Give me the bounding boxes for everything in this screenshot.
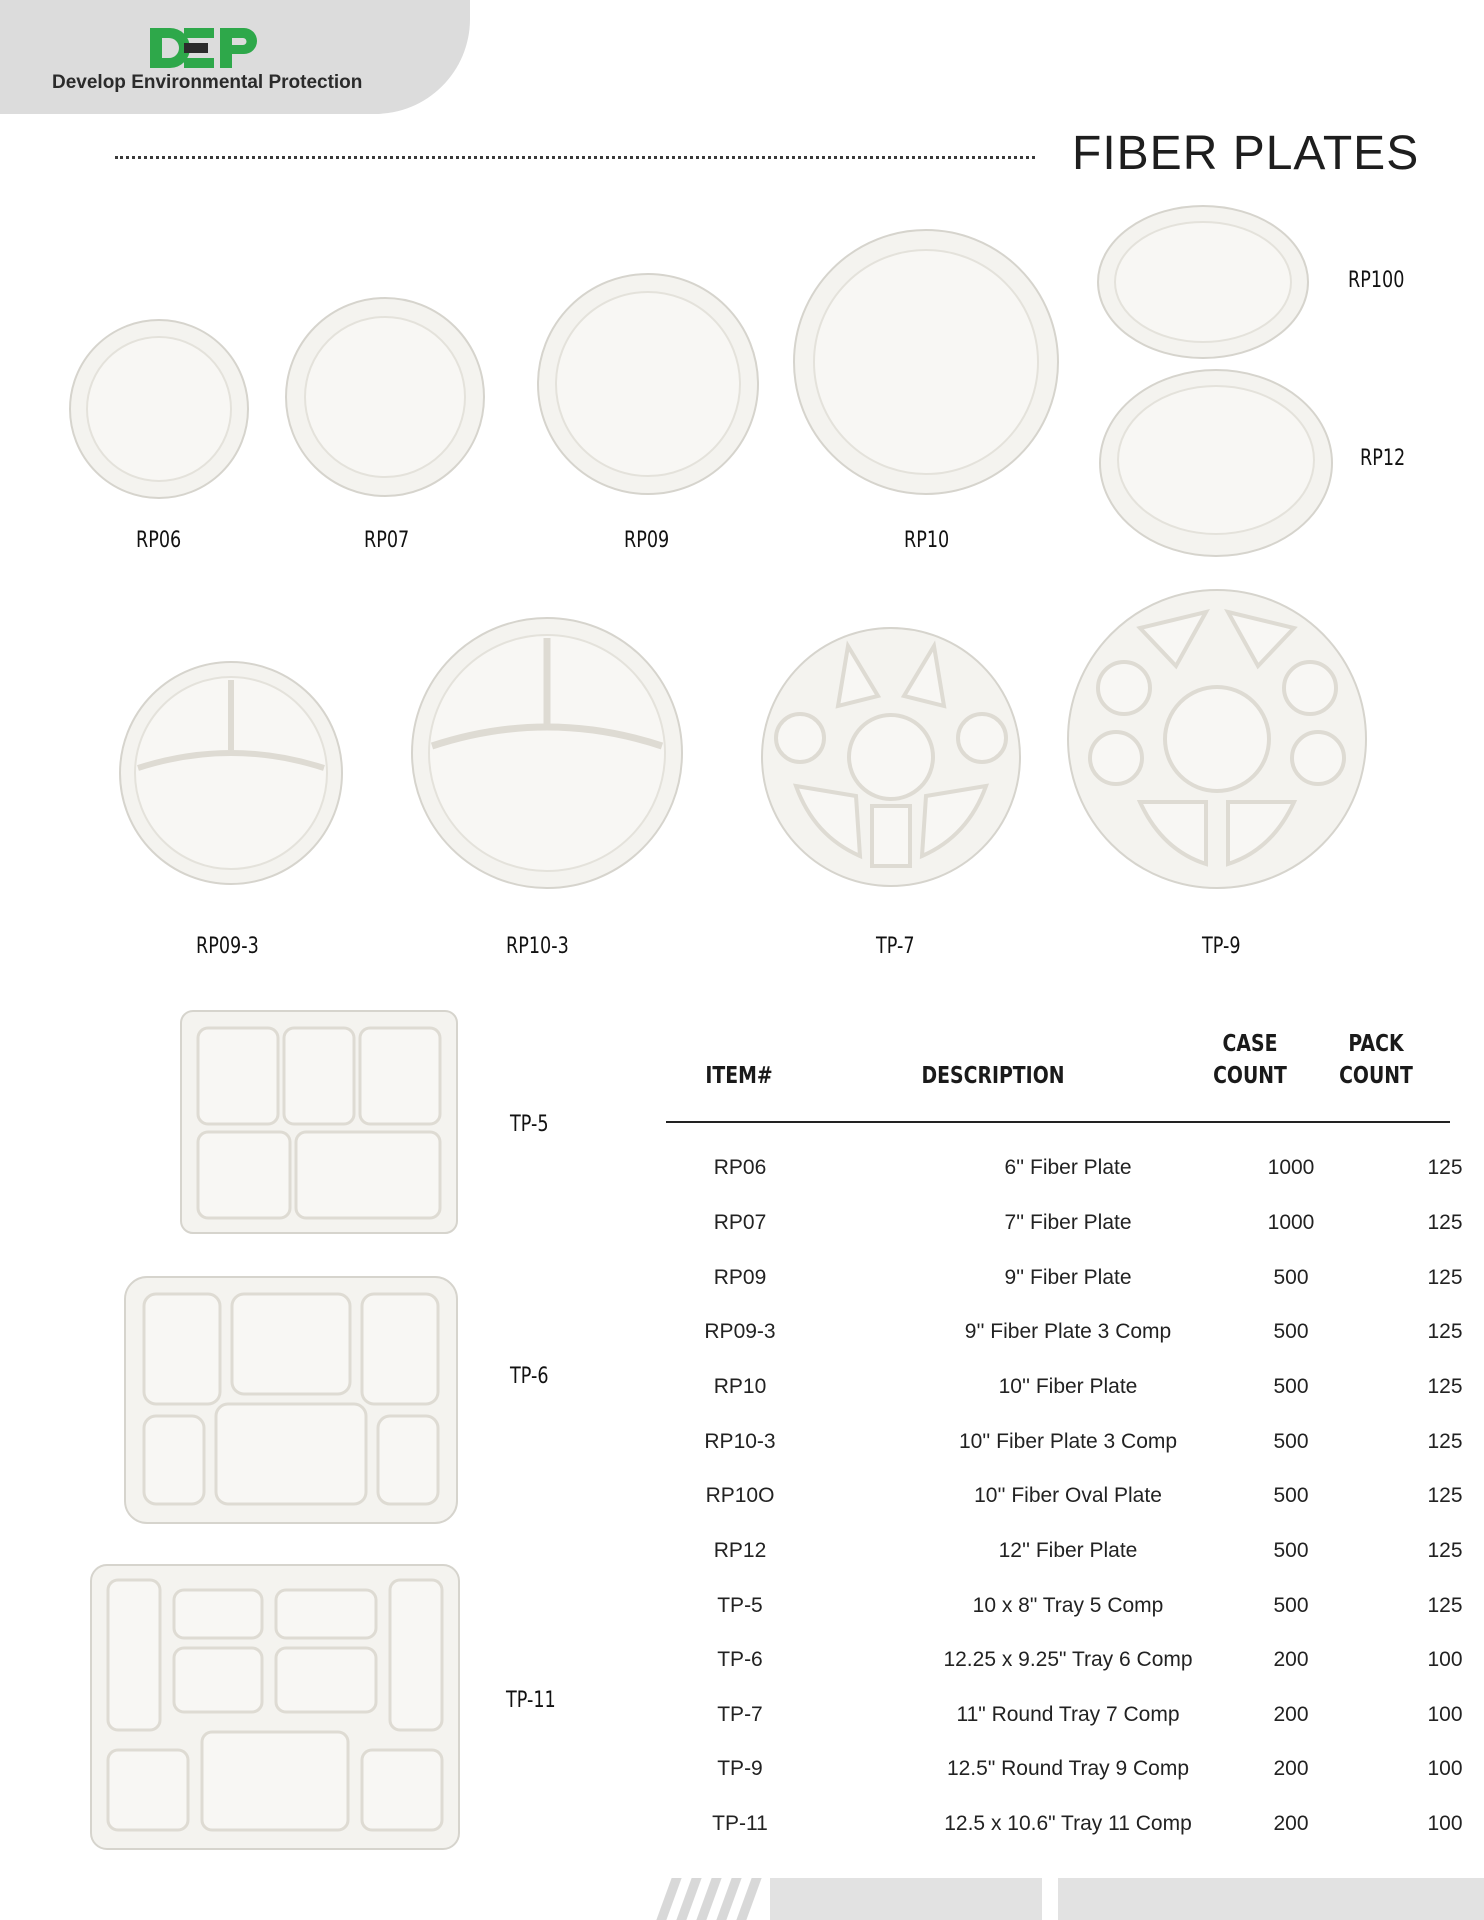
- cell-item: TP-11: [712, 1812, 768, 1835]
- table-row: [666, 1203, 1463, 1243]
- header-pack-line2: COUNT: [1339, 1063, 1413, 1089]
- cell-pack-count: 125: [1427, 1484, 1463, 1507]
- cell-description: 12.5" Round Tray 9 Comp: [946, 1757, 1190, 1780]
- cell-description: 12.5 x 10.6" Tray 11 Comp: [944, 1812, 1192, 1835]
- cell-case-count: 1000: [1267, 1156, 1315, 1179]
- label-rp12: RP12: [1360, 446, 1406, 471]
- table-row: [666, 1312, 1463, 1352]
- cell-description: 11" Round Tray 7 Comp: [956, 1703, 1180, 1726]
- cell-case-count: 500: [1273, 1484, 1309, 1507]
- header-case-line1: CASE: [1222, 1031, 1278, 1057]
- cell-case-count: 500: [1273, 1266, 1309, 1289]
- cell-pack-count: 100: [1427, 1703, 1463, 1726]
- cell-item: RP10O: [705, 1484, 775, 1507]
- cell-case-count: 200: [1273, 1703, 1309, 1726]
- cell-case-count: 200: [1273, 1812, 1309, 1835]
- cell-item: RP07: [713, 1211, 767, 1234]
- header-description: DESCRIPTION: [921, 1063, 1065, 1089]
- header-pack-count: [1327, 1028, 1425, 1092]
- table-row: [666, 1531, 1463, 1571]
- header-case-line2: COUNT: [1213, 1063, 1287, 1089]
- table-row: [666, 1749, 1463, 1789]
- cell-item: RP10-3: [704, 1430, 776, 1453]
- cell-case-count: 1000: [1267, 1211, 1315, 1234]
- label-rp07: RP07: [364, 528, 410, 553]
- table-row: [666, 1476, 1463, 1516]
- cell-pack-count: 125: [1427, 1375, 1463, 1398]
- cell-description: 9'' Fiber Plate: [1004, 1266, 1132, 1289]
- cell-description: 9'' Fiber Plate 3 Comp: [964, 1320, 1172, 1343]
- table-row: [666, 1258, 1463, 1298]
- label-rp10-3: RP10-3: [506, 934, 569, 959]
- header-case-count: [1201, 1028, 1299, 1092]
- cell-description: 6'' Fiber Plate: [1004, 1156, 1132, 1179]
- cell-item: RP12: [713, 1539, 767, 1562]
- table-row: [666, 1422, 1463, 1462]
- label-tp11: TP-11: [506, 1688, 556, 1713]
- cell-item: RP09-3: [704, 1320, 776, 1343]
- cell-pack-count: 125: [1427, 1211, 1463, 1234]
- cell-item: RP09: [713, 1266, 767, 1289]
- cell-pack-count: 100: [1427, 1757, 1463, 1780]
- cell-description: 10'' Fiber Plate: [998, 1375, 1138, 1398]
- footer-band: [770, 1878, 1042, 1920]
- cell-item: RP10: [713, 1375, 767, 1398]
- cell-case-count: 500: [1273, 1375, 1309, 1398]
- cell-item: TP-9: [717, 1757, 763, 1780]
- cell-pack-count: 125: [1427, 1430, 1463, 1453]
- label-tp6: TP-6: [510, 1364, 549, 1389]
- table-row: [666, 1640, 1463, 1680]
- cell-case-count: 500: [1273, 1539, 1309, 1562]
- label-rp09: RP09: [624, 528, 670, 553]
- cell-pack-count: 100: [1427, 1812, 1463, 1835]
- page-title: FIBER PLATES: [1072, 127, 1420, 180]
- table-row: [666, 1804, 1463, 1844]
- label-tp5: TP-5: [510, 1112, 549, 1137]
- label-rp09-3: RP09-3: [196, 934, 259, 959]
- table-row: [666, 1367, 1463, 1407]
- cell-case-count: 200: [1273, 1757, 1309, 1780]
- dotted-divider: [115, 156, 1035, 159]
- cell-pack-count: 100: [1427, 1648, 1463, 1671]
- header-rule: [666, 1121, 1450, 1123]
- cell-pack-count: 125: [1427, 1594, 1463, 1617]
- header-item: ITEM#: [705, 1063, 773, 1089]
- cell-pack-count: 125: [1427, 1539, 1463, 1562]
- cell-item: TP-6: [717, 1648, 763, 1671]
- cell-description: 10'' Fiber Oval Plate: [974, 1484, 1162, 1507]
- footer-band: [1058, 1878, 1484, 1920]
- cell-case-count: 500: [1273, 1594, 1309, 1617]
- brand-tagline: Develop Environmental Protection: [52, 72, 363, 93]
- header-pack-line1: PACK: [1348, 1031, 1404, 1057]
- label-tp9: TP-9: [1202, 934, 1241, 959]
- footer-stripe: [736, 1878, 761, 1920]
- cell-item: RP06: [713, 1156, 767, 1179]
- cell-description: 7'' Fiber Plate: [1004, 1211, 1132, 1234]
- cell-case-count: 500: [1273, 1430, 1309, 1453]
- table-row: [666, 1148, 1463, 1188]
- label-rp10: RP10: [904, 528, 950, 553]
- label-rp06: RP06: [136, 528, 182, 553]
- cell-case-count: 200: [1273, 1648, 1309, 1671]
- cell-item: TP-5: [717, 1594, 763, 1617]
- cell-pack-count: 125: [1427, 1320, 1463, 1343]
- label-tp7: TP-7: [876, 934, 915, 959]
- table-row: [666, 1695, 1463, 1735]
- cell-item: TP-7: [717, 1703, 763, 1726]
- dep-logo: [148, 24, 258, 75]
- cell-description: 10 x 8" Tray 5 Comp: [972, 1594, 1164, 1617]
- cell-description: 12'' Fiber Plate: [998, 1539, 1138, 1562]
- cell-pack-count: 125: [1427, 1156, 1463, 1179]
- cell-case-count: 500: [1273, 1320, 1309, 1343]
- cell-description: 10'' Fiber Plate 3 Comp: [958, 1430, 1178, 1453]
- cell-description: 12.25 x 9.25" Tray 6 Comp: [943, 1648, 1193, 1671]
- label-rp100: RP100: [1348, 268, 1405, 293]
- cell-pack-count: 125: [1427, 1266, 1463, 1289]
- table-row: [666, 1586, 1463, 1626]
